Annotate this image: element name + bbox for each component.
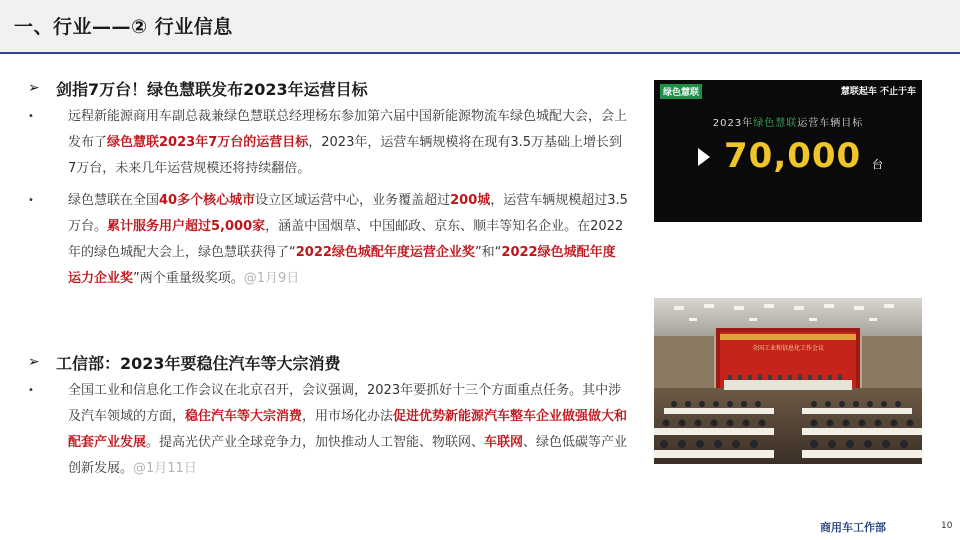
bullet-text: ，2023年，运营车辆规模将在现有3.5万基础上增长到7万台，未来几年运营规模还将持续翻倍。 bbox=[68, 135, 623, 176]
operating-target-image bbox=[654, 80, 922, 222]
bullet-item bbox=[28, 104, 628, 182]
bullet-text: ”和“ bbox=[474, 245, 502, 260]
bullet-text: ”两个重量级奖项。 bbox=[133, 271, 244, 286]
bullet-item bbox=[28, 378, 628, 482]
section-miit bbox=[28, 350, 628, 482]
highlight-text: 2022绿色城配年度运营企业奖 bbox=[295, 245, 475, 260]
conference-photo-graphic bbox=[654, 298, 922, 464]
bullet-text: 设立区域运营中心，业务覆盖超过 bbox=[255, 193, 451, 208]
bullet-text: ，涵盖中国烟草、中国邮政、京东、顺丰等知名企业。在2022年的绿色城配大会上，绿色慧联获得了“ bbox=[68, 219, 624, 260]
bullet-dot-icon: • bbox=[28, 385, 34, 396]
bullet-text: 远程新能源商用车副总裁兼绿色慧联总经理杨东参加第六届中国新能源物流车绿色城配大会，会上发布了 bbox=[68, 109, 628, 150]
caption-part: 运营车辆目标 bbox=[797, 118, 864, 129]
highlight-text: 车联网 bbox=[484, 435, 524, 450]
bullet-text: ，用市场化办法 bbox=[302, 409, 394, 424]
target-unit: 台 bbox=[872, 158, 883, 171]
section-title bbox=[28, 350, 628, 374]
header-bar bbox=[0, 0, 960, 52]
banner-text: 全国工业和信息化工作会议 bbox=[751, 345, 825, 352]
section-title-text: 工信部：2023年要稳住汽车等大宗消费 bbox=[56, 353, 341, 373]
highlight-text: 累计服务用户超过5,000家 bbox=[107, 219, 266, 234]
section-green-huilian bbox=[28, 76, 628, 292]
bullet-text: ，运营车辆规模超过3.5万台。 bbox=[68, 193, 628, 234]
header-divider bbox=[0, 52, 960, 54]
bullet-dot-icon: • bbox=[28, 111, 34, 122]
bullet-text: 绿色慧联在全国 bbox=[68, 193, 160, 208]
highlight-text: 2022绿色城配年度运力企业奖 bbox=[68, 245, 616, 286]
brand-logo: 绿色慧联 bbox=[660, 84, 702, 99]
page-title: 一、行业——② 行业信息 bbox=[14, 16, 233, 38]
image-caption bbox=[654, 114, 922, 129]
brand-slogan: 慧联起车 不止于车 bbox=[840, 87, 916, 97]
conference-photo bbox=[654, 298, 922, 464]
highlight-text: 促进优势新能源汽车整车企业做强做大和配套产业发展 bbox=[68, 409, 628, 450]
highlight-text: 绿色慧联2023年7万台的运营目标 bbox=[107, 135, 309, 150]
caption-part: 2023年 bbox=[712, 118, 754, 129]
arrow-bullet-icon: ➢ bbox=[28, 354, 40, 370]
arrow-bullet-icon: ➢ bbox=[28, 80, 40, 96]
bullet-text: 。提高光伏产业全球竞争力，加快推动人工智能、物联网、 bbox=[146, 435, 485, 450]
target-number: 70,000 bbox=[724, 136, 862, 176]
bullet-item bbox=[28, 188, 628, 292]
footer-department: 商用车工作部 bbox=[820, 521, 886, 534]
date-stamp: @1月11日 bbox=[133, 461, 197, 476]
highlight-text: 40多个核心城市 bbox=[159, 193, 256, 208]
highlight-text: 200城 bbox=[450, 193, 491, 208]
bullet-text: 全国工业和信息化工作会议在北京召开，会议强调，2023年要抓好十三个方面重点任务。其中涉及汽车领域的方面， bbox=[68, 383, 622, 424]
section-title-text: 剑指7万台！绿色慧联发布2023年运营目标 bbox=[56, 79, 368, 99]
play-triangle-icon bbox=[698, 148, 710, 166]
highlight-text: 稳住汽车等大宗消费 bbox=[185, 409, 303, 424]
caption-highlight: 绿色慧联 bbox=[753, 118, 798, 129]
bullet-dot-icon: • bbox=[28, 195, 34, 206]
bullet-text: 、绿色低碳等产业创新发展。 bbox=[68, 435, 628, 476]
page-number: 10 bbox=[941, 521, 953, 531]
date-stamp: @1月9日 bbox=[243, 271, 300, 286]
section-title bbox=[28, 76, 628, 100]
